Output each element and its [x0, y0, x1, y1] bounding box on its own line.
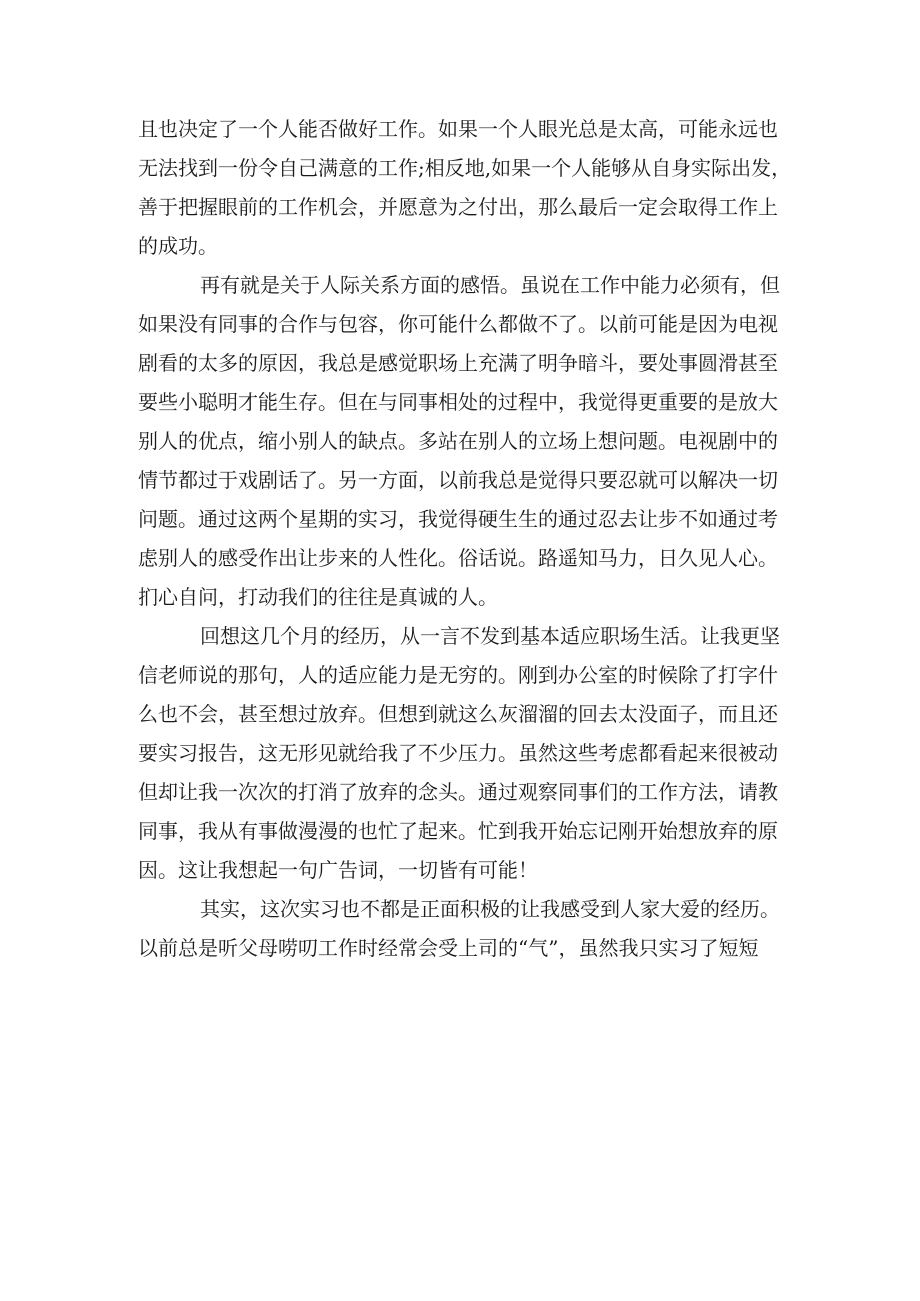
document-body	[138, 110, 798, 968]
text-line: 善于把握眼前的工作机会，并愿意为之付出，那么最后一定会取得工作上	[138, 195, 778, 219]
text-line: 扪心自问，打动我们的往往是真诚的人。	[138, 585, 498, 609]
text-line: 同事，我从有事做漫漫的也忙了起来。忙到我开始忘记刚开始想放弃的原	[138, 819, 778, 843]
text-line: 剧看的太多的原因，我总是感觉职场上充满了明争暗斗，要处事圆滑甚至	[138, 351, 778, 375]
paragraph-first-line: 回想这几个月的经历，从一言不发到基本适应职场生活。让我更坚	[200, 624, 780, 648]
text-line: 问题。通过这两个星期的实习，我觉得硬生生的通过忍去让步不如通过考	[138, 507, 778, 531]
text-line: 情节都过于戏剧话了。另一方面，以前我总是觉得只要忍就可以解决一切	[138, 468, 778, 492]
paragraph-first-line: 其实，这次实习也不都是正面积极的让我感受到人家大爱的经历。	[200, 897, 780, 921]
text-line: 如果没有同事的合作与包容，你可能什么都做不了。以前可能是因为电视	[138, 312, 778, 336]
text-line: 要些小聪明才能生存。但在与同事相处的过程中，我觉得更重要的是放大	[138, 390, 778, 414]
text-line: 要实习报告，这无形见就给我了不少压力。虽然这些考虑都看起来很被动	[138, 741, 778, 765]
text-line: 信老师说的那句，人的适应能力是无穷的。刚到办公室的时候除了打字什	[138, 663, 778, 687]
text-line: 因。这让我想起一句广告词，一切皆有可能！	[138, 858, 538, 882]
text-line: 虑别人的感受作出让步来的人性化。俗话说。路遥知马力，日久见人心。	[138, 546, 778, 570]
text-line: 且也决定了一个人能否做好工作。如果一个人眼光总是太高，可能永远也	[138, 117, 778, 141]
text-line: 的成功。	[138, 234, 218, 258]
text-line: 但却让我一次次的打消了放弃的念头。通过观察同事们的工作方法，请教	[138, 780, 778, 804]
text-line: 无法找到一份令自己满意的工作;相反地,如果一个人能够从自身实际出发，	[138, 156, 792, 180]
text-line: 别人的优点，缩小别人的缺点。多站在别人的立场上想问题。电视剧中的	[138, 429, 778, 453]
paragraph-first-line: 再有就是关于人际关系方面的感悟。虽说在工作中能力必须有，但	[200, 273, 780, 297]
text-line: 以前总是听父母唠叨工作时经常会受上司的“气”，虽然我只实习了短短	[138, 936, 759, 960]
text-line: 么也不会，甚至想过放弃。但想到就这么灰溜溜的回去太没面子，而且还	[138, 702, 778, 726]
